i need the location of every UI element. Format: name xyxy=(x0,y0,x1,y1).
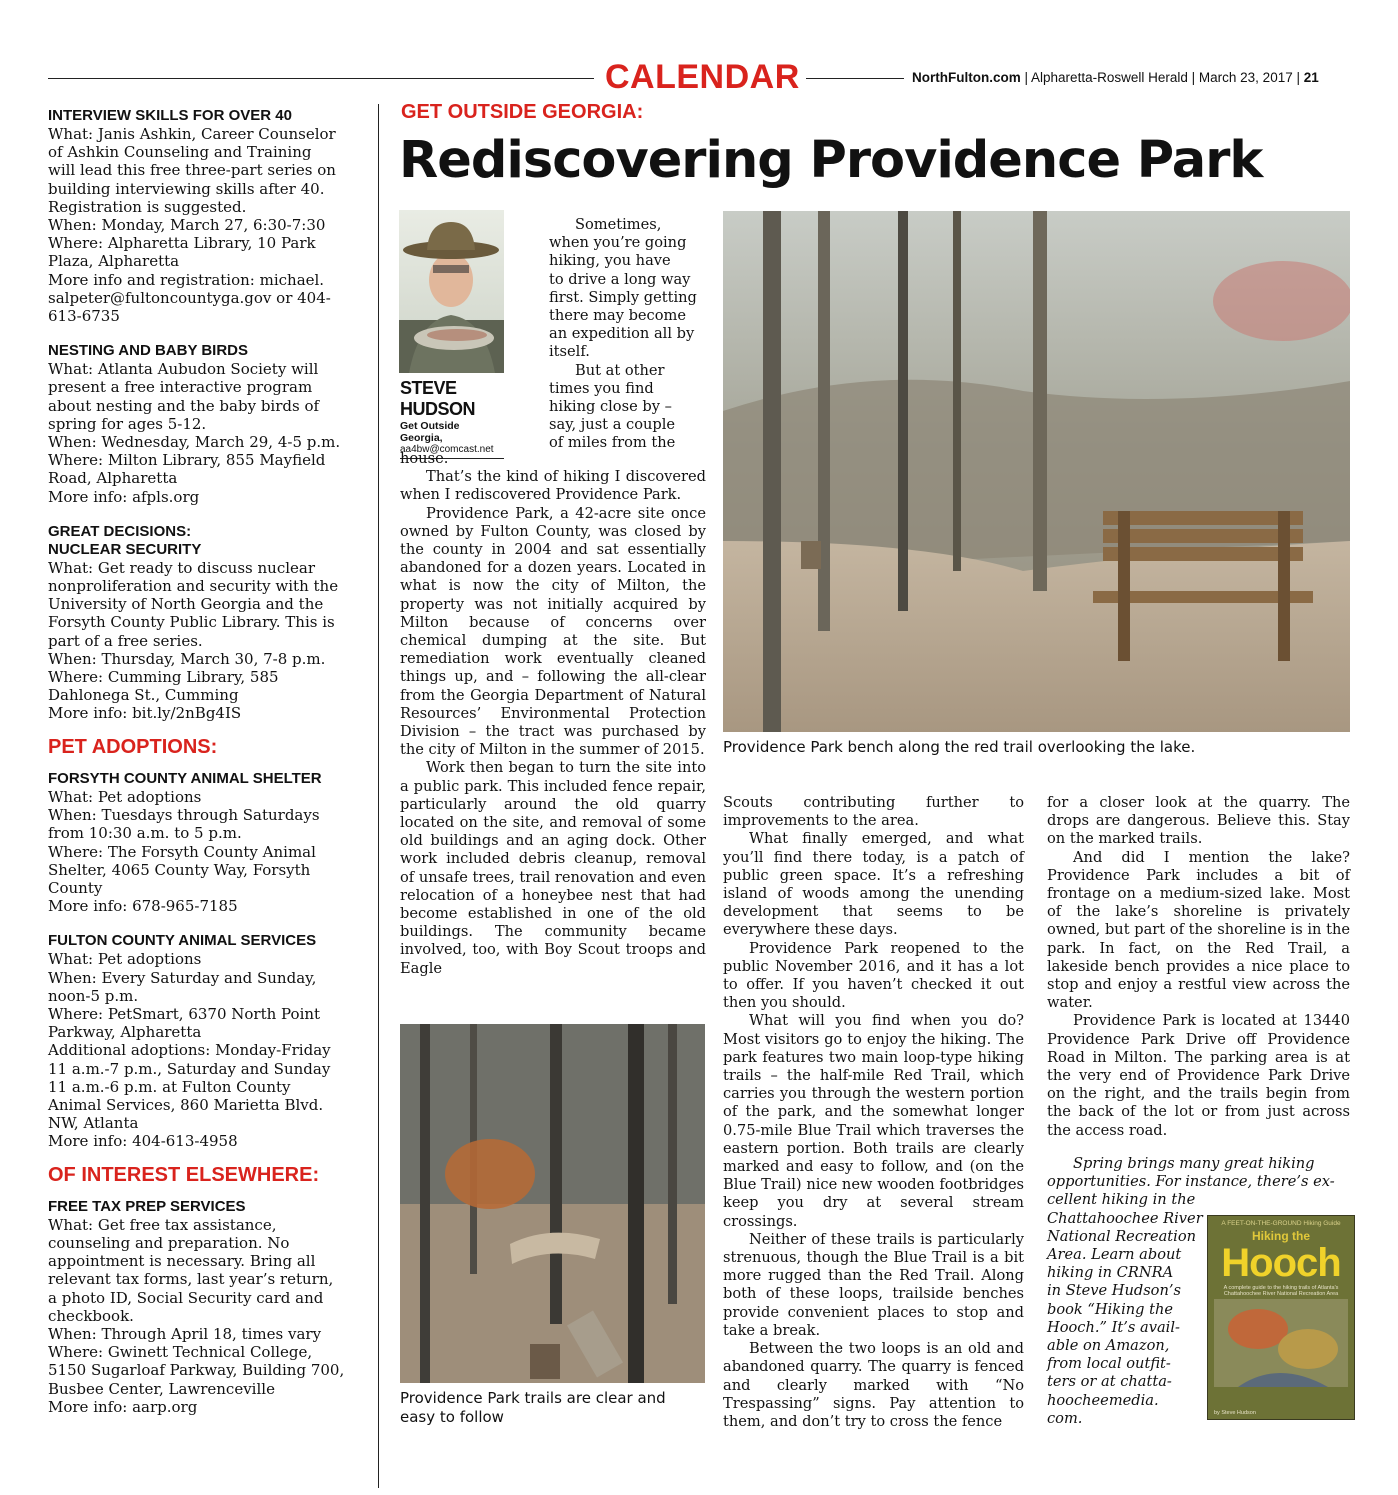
event-item xyxy=(48,107,354,325)
event-detail-line: Additional adoptions: Monday-Friday xyxy=(48,1041,331,1060)
promo-line: National Recreation xyxy=(1047,1227,1197,1245)
event-detail-line: NW, Atlanta xyxy=(48,1114,139,1133)
event-detail-line: More info and registration: michael. xyxy=(48,270,325,289)
event-detail-line: spring for ages 5-12. xyxy=(48,414,207,433)
event-detail-line: University of North Georgia and the xyxy=(48,595,324,614)
event-detail-line: present a free interactive program xyxy=(48,378,313,397)
event-detail-line: from 10:30 a.m. to 5 p.m. xyxy=(48,824,242,843)
intro-line: an expedition all by xyxy=(549,325,695,343)
byline xyxy=(400,378,504,459)
event-detail-line: What: Get free tax assistance, xyxy=(48,1215,277,1234)
article-col1-intro xyxy=(549,216,705,453)
article-paragraph: What will you find when you do? Most visitors go to enjoy the hiking. The park features two main loop-type hiking trails – the half-mile Red Trail, which carries you through the western portion of the park, and the somewhat longer 0.75-mile Blue Trail which traverses the eastern portion. Both trails are clearly marked and easy to follow, and (on the Blue Trail) nice new wooden footbridges keep you dry at several stream crossings. xyxy=(723,1012,1024,1230)
article-paragraph: Providence Park reopened to the public November 2016, and it has a lot to offer. If you haven’t checked it out then you should. xyxy=(723,939,1024,1012)
event-detail-line: Registration is suggested. xyxy=(48,197,247,216)
event-detail-line: a photo ID, Social Security card and xyxy=(48,1288,324,1307)
book-tagline: A FEET-ON-THE-GROUND Hiking Guide xyxy=(1221,1220,1341,1227)
promo-line: cellent hiking in the xyxy=(1047,1191,1196,1209)
event-detail-line: part of a free series. xyxy=(48,631,203,650)
event-detail-line: When: Monday, March 27, 6:30-7:30 xyxy=(48,216,326,235)
section-title: CALENDAR xyxy=(605,58,800,96)
book-cover-photo xyxy=(1208,1299,1354,1399)
event-item xyxy=(48,342,354,506)
event-detail-line: More info: bit.ly/2nBg4IS xyxy=(48,704,242,723)
intro-line: But at other xyxy=(575,361,665,379)
column-divider xyxy=(378,104,379,1488)
article-paragraph: Neither of these trails is particularly strenuous, though the Blue Trail is a bit more rugged than the Red Trail. Along both of these loops, trailside benches provide convenient places to stop and take a break. xyxy=(723,1230,1024,1339)
event-detail-line: Shelter, 4065 County Way, Forsyth xyxy=(48,860,311,879)
article-paragraph: What finally emerged, and what you’ll find there today, is a patch of public green space. It’s a refreshing island of woods among the unending development that seems to be everywhere these days. xyxy=(723,830,1024,939)
event-detail-line: 11 a.m.-6 p.m. at Fulton County xyxy=(48,1077,291,1096)
book-author: by Steve Hudson xyxy=(1214,1410,1256,1416)
event-detail-line: Where: Cumming Library, 585 xyxy=(48,668,279,687)
event-detail-line: Where: Gwinett Technical College, xyxy=(48,1343,313,1362)
promo-line: ters or at chatta- xyxy=(1047,1373,1172,1391)
article-paragraph: Providence Park is located at 13440 Providence Park Drive off Providence Road in Milton. The parking area is at the very end of Providence Park Drive on the right, and the trails begin from the back of the lot or from just across the access road. xyxy=(1047,1012,1350,1139)
event-title: GREAT DECISIONS: xyxy=(48,522,192,540)
promo-line: book “Hiking the xyxy=(1047,1300,1174,1318)
intro-line: when you’re going xyxy=(549,234,687,252)
event-detail-line: 11 a.m.-7 p.m., Saturday and Sunday xyxy=(48,1059,331,1078)
event-detail-line: Road, Alpharetta xyxy=(48,469,178,488)
promo-line: Chattahoochee River xyxy=(1047,1209,1203,1227)
author-name: STEVE HUDSON xyxy=(400,378,476,419)
calendar-column xyxy=(48,107,354,1433)
article-paragraph: Scouts contributing further to improvements to the area. xyxy=(723,794,1024,830)
issue-date: March 23, 2017 xyxy=(1198,70,1293,85)
promo-line: able on Amazon, xyxy=(1047,1337,1170,1355)
bench-caption: Providence Park bench along the red trail overlooking the lake. xyxy=(723,738,1196,756)
intro-line: hiking, you have xyxy=(549,252,671,270)
event-detail-line: Where: The Forsyth County Animal xyxy=(48,842,316,861)
trail-caption: Providence Park trails are clear and easy to follow xyxy=(400,1389,666,1426)
event-detail-line: What: Get ready to discuss nuclear xyxy=(48,558,316,577)
pet-adoptions-heading: PET ADOPTIONS: xyxy=(48,735,218,758)
event-detail-line: checkbook. xyxy=(48,1306,134,1325)
promo-line: hoocheemedia. xyxy=(1047,1391,1159,1409)
event-detail-line: When: Through April 18, times vary xyxy=(48,1324,322,1343)
article-paragraph: Work then began to turn the site into a public park. This included fence repair, particularly around the old quarry located on the site, and removal of some old buildings and an aging dock. Other work included debris cleanup, removal of unsafe trees, trail renovation and even relocation of a honeybee nest that had become established in one of the old buildings. The community became involved, too, with Boy Scout troops and Eagle xyxy=(400,759,706,977)
sep: | xyxy=(1191,70,1196,85)
page-info xyxy=(912,70,1319,85)
promo-line: from local outfit- xyxy=(1047,1355,1171,1373)
event-detail-line: When: Thursday, March 30, 7-8 p.m. xyxy=(48,649,326,668)
event-detail-line: More info: 404-613-4958 xyxy=(48,1132,238,1151)
sep: | xyxy=(1024,70,1029,85)
intro-line: itself. xyxy=(549,343,590,361)
event-detail-line: building interviewing skills after 40. xyxy=(48,179,325,198)
header-rule-right xyxy=(806,78,904,79)
article-paragraph: And did I mention the lake? Providence Park includes a bit of frontage on a medium-sized lake. Most of the lake’s shoreline is privately owned, but part of the shoreline is in the park. In fact, on the Red Trail, a lakeside bench provides a nice place to stop and enjoy a restful view across the water. xyxy=(1047,848,1350,1012)
article-kicker: GET OUTSIDE GEORGIA: xyxy=(401,101,644,123)
event-detail-line: When: Wednesday, March 29, 4-5 p.m. xyxy=(48,433,341,452)
author-email[interactable]: aa4bw@comcast.net xyxy=(400,444,494,455)
article-paragraph: for a closer look at the quarry. The drops are dangerous. Believe this. Stay on the marked trails. xyxy=(1047,794,1350,848)
article-col3 xyxy=(1047,794,1350,1140)
event-title: NESTING AND BABY BIRDS xyxy=(48,342,249,360)
article-paragraph: house. xyxy=(400,450,449,467)
event-detail-line: More info: afpls.org xyxy=(48,487,200,506)
event-detail-line: relevant tax forms, last year’s return, xyxy=(48,1270,334,1289)
event-detail-line: Where: Milton Library, 855 Mayfield xyxy=(48,451,326,470)
intro-line: of miles from the xyxy=(549,434,676,452)
site-link[interactable]: NorthFulton.com xyxy=(912,70,1021,85)
event-detail-line: salpeter@fultoncountyga.gov or 404- xyxy=(48,288,331,307)
event-item xyxy=(48,770,354,915)
intro-line: there may become xyxy=(549,307,686,325)
promo-line: Hooch.” It’s avail- xyxy=(1047,1318,1180,1336)
event-detail-line: Forsyth County Public Library. This is xyxy=(48,613,335,632)
event-detail-line: What: Atlanta Aubudon Society will xyxy=(48,360,319,379)
event-detail-line: 5150 Sugarloaf Parkway, Building 700, xyxy=(48,1361,345,1380)
event-item xyxy=(48,523,354,723)
book-subtitle: Hiking the xyxy=(1251,1229,1310,1243)
event-detail-line: Where: PetSmart, 6370 North Point xyxy=(48,1004,321,1023)
bench-photo xyxy=(723,211,1350,732)
promo-line: opportunities. For instance, there’s ex- xyxy=(1047,1173,1335,1191)
article-paragraph: Between the two loops is an old and abandoned quarry. The quarry is fenced and clearly marked with “No Trespassing” signs. Pay attention to them, and don’t try to cross the fence xyxy=(723,1340,1024,1430)
promo-line: hiking in CRNRA xyxy=(1047,1264,1174,1282)
event-title: FULTON COUNTY ANIMAL SERVICES xyxy=(48,932,317,950)
article-col2 xyxy=(723,794,1024,1431)
event-detail-line: Dahlonega St., Cumming xyxy=(48,686,239,705)
event-detail-line: of Ashkin Counseling and Training xyxy=(48,143,312,162)
event-detail-line: More info: aarp.org xyxy=(48,1397,198,1416)
event-detail-line: What: Pet adoptions xyxy=(48,950,202,969)
promo-line: Area. Learn about xyxy=(1047,1246,1182,1264)
event-detail-line: nonproliferation and security with the xyxy=(48,577,339,596)
promo-line: in Steve Hudson’s xyxy=(1047,1282,1181,1300)
event-detail-line: Animal Services, 860 Marietta Blvd. xyxy=(48,1095,324,1114)
promo-line: com. xyxy=(1047,1409,1083,1427)
intro-line: Sometimes, xyxy=(575,216,662,233)
article-paragraph: Providence Park, a 42-acre site once owned by Fulton County, was closed by the county in 2004 and sat essentially abandoned for a dozen years. Located in what is now the city of Milton, the property was not initially acquired by Milton because of concerns over chemical dumping at the site. But remediation work eventually cleaned things up, and – following the all-clear from the Georgia Department of Natural Resources’ Environmental Protection Division – the tract was purchased by the city of Milton in the summer of 2015. xyxy=(400,504,706,759)
event-detail-line: appointment is necessary. Bring all xyxy=(48,1252,316,1271)
event-detail-line: 613-6735 xyxy=(48,307,120,326)
article-headline: Rediscovering Providence Park xyxy=(399,131,1263,190)
event-detail-line: counseling and preparation. No xyxy=(48,1233,290,1252)
elsewhere-heading: OF INTEREST ELSEWHERE: xyxy=(48,1163,320,1186)
book-blurb: A complete guide to the hiking trails of Atlanta's Chattahoochee River National Recreation Area xyxy=(1223,1285,1339,1297)
intro-line: say, just a couple xyxy=(549,416,676,434)
event-detail-line: What: Janis Ashkin, Career Counselor xyxy=(48,125,336,143)
promo-line: Spring brings many great hiking xyxy=(1073,1155,1315,1172)
intro-line: to drive a long way xyxy=(549,270,691,288)
trail-photo xyxy=(400,1024,705,1383)
event-detail-line: Busbee Center, Lawrenceville xyxy=(48,1379,275,1398)
event-detail-line: What: Pet adoptions xyxy=(48,787,202,806)
header-rule-left xyxy=(48,78,594,79)
event-detail-line: When: Every Saturday and Sunday, xyxy=(48,968,317,987)
event-title: INTERVIEW SKILLS FOR OVER 40 xyxy=(48,107,292,124)
intro-line: first. Simply getting xyxy=(549,288,697,306)
article-col1 xyxy=(400,450,706,978)
article-paragraph: That’s the kind of hiking I discovered when I rediscovered Providence Park. xyxy=(400,468,706,504)
author-column: Get Outside Georgia, xyxy=(400,420,460,444)
event-detail-line: Plaza, Alpharetta xyxy=(48,252,180,271)
event-detail-line: about nesting and the baby birds of xyxy=(48,396,320,415)
event-detail-line: More info: 678-965-7185 xyxy=(48,897,238,916)
event-detail-line: will lead this free three-part series on xyxy=(48,161,336,180)
intro-line: hiking close by – xyxy=(549,398,672,416)
page-number: 21 xyxy=(1303,70,1319,85)
book-title: Hooch xyxy=(1221,1241,1341,1285)
paper-name: Alpharetta-Roswell Herald xyxy=(1031,70,1188,85)
event-detail-line: When: Tuesdays through Saturdays xyxy=(48,806,320,825)
book-cover[interactable] xyxy=(1207,1215,1355,1420)
event-title: FREE TAX PREP SERVICES xyxy=(48,1197,246,1215)
event-item xyxy=(48,932,354,1150)
intro-line: times you find xyxy=(549,379,654,397)
event-detail-line: Where: Alpharetta Library, 10 Park xyxy=(48,234,316,253)
event-title-line2: NUCLEAR SECURITY xyxy=(48,540,202,558)
event-item xyxy=(48,1198,354,1416)
sep: | xyxy=(1296,70,1300,85)
event-detail-line: County xyxy=(48,878,103,897)
event-detail-line: Parkway, Alpharetta xyxy=(48,1023,202,1042)
event-title: FORSYTH COUNTY ANIMAL SHELTER xyxy=(48,769,322,787)
author-photo xyxy=(399,210,504,373)
event-detail-line: noon-5 p.m. xyxy=(48,986,139,1005)
